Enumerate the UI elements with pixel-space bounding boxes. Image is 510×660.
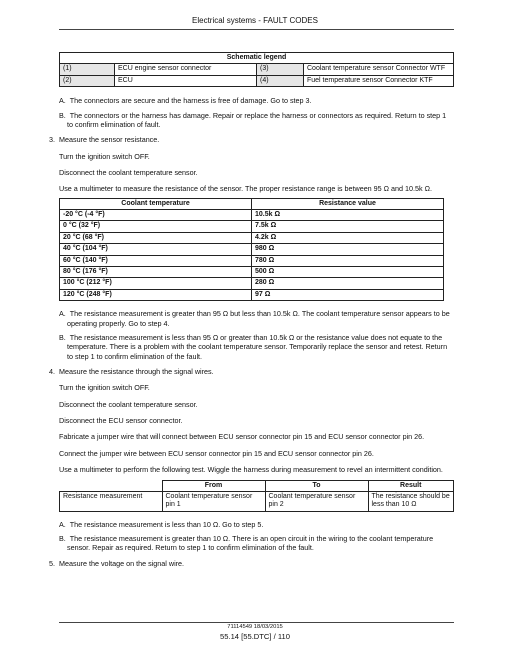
temperature-cell: 20 °C (68 °F) xyxy=(60,232,252,243)
table-row xyxy=(60,210,444,221)
page-header-title: Electrical systems - FAULT CODES xyxy=(192,16,318,25)
temperature-cell: 80 °C (176 °F) xyxy=(60,267,252,278)
table-row xyxy=(60,267,444,278)
step4-instruction: Disconnect the coolant temperature sensor. xyxy=(59,399,198,409)
table-row xyxy=(60,289,444,300)
resistance-cell: 10.5k Ω xyxy=(252,210,444,221)
column-header: To xyxy=(265,480,368,491)
legend-cell: (1) xyxy=(60,64,115,75)
footer-page-ref: 55.14 [55.DTC] / 110 xyxy=(220,631,290,641)
page-content xyxy=(49,52,454,568)
step2-option-a: A. The connectors are secure and the harness is free of damage. Go to step 3. xyxy=(59,96,312,106)
step3-option-b: B. The resistance measurement is less than 95 Ω or greater than 10.5k Ω or the resistance value does not equate to the temperature. There is a problem with the coolant temperature sensor. Temporarily replace the sensor and retest. Return to step 1 to confirm elimination of the fault. xyxy=(59,332,448,361)
temperature-cell: 120 °C (248 °F) xyxy=(60,289,252,300)
resistance-table xyxy=(59,198,444,302)
column-header: Coolant temperature xyxy=(60,198,252,209)
legend-cell: (4) xyxy=(257,75,304,86)
step4-instruction: Use a multimeter to perform the following test. Wiggle the harness during measurement to revel an intermittent condition. xyxy=(59,465,443,475)
step4-instruction: Connect the jumper wire between ECU sensor connector pin 15 and ECU sensor connector pin 26. xyxy=(59,448,374,458)
resistance-cell: 97 Ω xyxy=(252,289,444,300)
resistance-cell: 280 Ω xyxy=(252,278,444,289)
step3-instruction: Use a multimeter to measure the resistance of the sensor. The proper resistance range is between 95 Ω and 10.5k Ω. xyxy=(59,184,432,194)
footer xyxy=(0,624,510,641)
table-row xyxy=(60,221,444,232)
resistance-cell: 4.2k Ω xyxy=(252,232,444,243)
legend-cell: Fuel temperature sensor Connector KTF xyxy=(304,75,454,86)
resistance-cell: 780 Ω xyxy=(252,255,444,266)
temperature-cell: -20 °C (-4 °F) xyxy=(60,210,252,221)
table-row xyxy=(60,278,444,289)
temperature-cell: 0 °C (32 °F) xyxy=(60,221,252,232)
step4-instruction: Fabricate a jumper wire that will connect between ECU sensor connector pin 15 and ECU sensor connector pin 26. xyxy=(59,432,425,442)
temperature-cell: 100 °C (212 °F) xyxy=(60,278,252,289)
test-cell: The resistance should be less than 10 Ω xyxy=(368,491,454,511)
table-row xyxy=(60,244,444,255)
step4-instruction: Turn the ignition switch OFF. xyxy=(59,383,150,393)
temperature-cell: 60 °C (140 °F) xyxy=(60,255,252,266)
test-cell: Coolant temperature sensor pin 1 xyxy=(162,491,265,511)
step4-heading: 4. Measure the resistance through the signal wires. xyxy=(49,367,214,376)
step3-heading: 3. Measure the sensor resistance. xyxy=(49,135,160,145)
column-header: Result xyxy=(368,480,454,491)
step3-instruction: Turn the ignition switch OFF. xyxy=(59,151,150,161)
step3-option-a: A. The resistance measurement is greater than 95 Ω but less than 10.5k Ω. The coolant temperature sensor appears to be operating properly. Go to step 4. xyxy=(59,309,450,328)
legend-cell: (3) xyxy=(257,64,304,75)
temperature-cell: 40 °C (104 °F) xyxy=(60,244,252,255)
test-table xyxy=(59,480,454,512)
legend-title: Schematic legend xyxy=(60,53,454,64)
column-header: From xyxy=(162,480,265,491)
step2-option-b: B. The connectors or the harness has damage. Repair or replace the harness or connectors as required. Return to step 1 to confirm elimination of fault. xyxy=(59,110,447,129)
table-row xyxy=(60,232,444,243)
step4-option-b: B. The resistance measurement is greater than 10 Ω. There is an open circuit in the wiring to the coolant temperature sensor. Repair as required. Return to step 1 to confirm elimination of the fault. xyxy=(59,534,434,553)
test-cell: Resistance measurement xyxy=(60,491,163,511)
footer-rule xyxy=(59,622,454,623)
table-row xyxy=(60,64,454,75)
table-row xyxy=(60,75,454,86)
table-row xyxy=(60,491,454,511)
resistance-cell: 500 Ω xyxy=(252,267,444,278)
step5-heading: 5. Measure the voltage on the signal wire. xyxy=(49,558,185,568)
legend-cell: Coolant temperature sensor Connector WTF xyxy=(304,64,454,75)
footer-doc-ref: 71114549 18/03/2015 xyxy=(227,624,283,630)
legend-cell: (2) xyxy=(60,75,115,86)
column-header: Resistance value xyxy=(252,198,444,209)
test-cell: Coolant temperature sensor pin 2 xyxy=(265,491,368,511)
step4-instruction: Disconnect the ECU sensor connector. xyxy=(59,416,183,426)
resistance-cell: 980 Ω xyxy=(252,244,444,255)
column-header xyxy=(60,480,163,491)
legend-cell: ECU xyxy=(115,75,257,86)
header-rule xyxy=(59,29,454,30)
table-row xyxy=(60,255,444,266)
resistance-cell: 7.5k Ω xyxy=(252,221,444,232)
step4-option-a: A. The resistance measurement is less than 10 Ω. Go to step 5. xyxy=(59,519,264,529)
legend-cell: ECU engine sensor connector xyxy=(115,64,257,75)
step3-instruction: Disconnect the coolant temperature sensor. xyxy=(59,167,198,177)
schematic-legend-table xyxy=(59,52,454,87)
